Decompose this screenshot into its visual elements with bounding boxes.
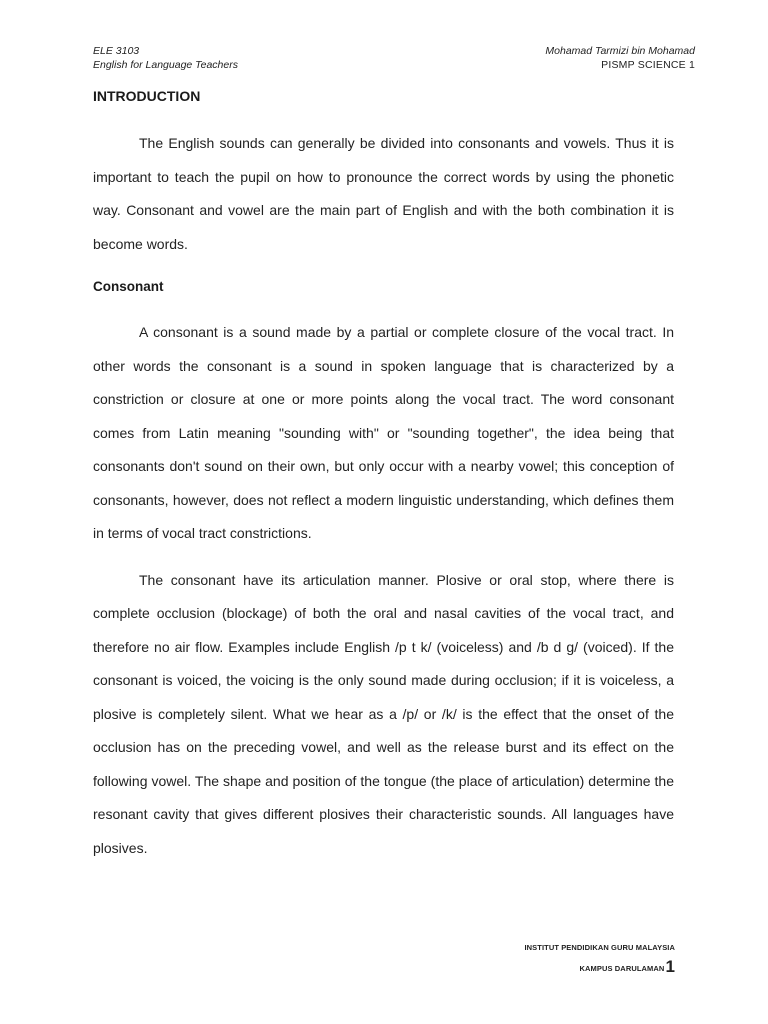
consonant-paragraph-1: A consonant is a sound made by a partial or complete closure of the vocal tract. In other words the consonant is a sound in spoken language that is characterized by a constriction or closure at one or more points along the vocal tract. The word consonant comes from Latin meaning "sounding with" or "sounding together", the idea being that consonants don't sound on their own, but only occur with a nearby vowel; this conception of consonants, however, does not reflect a modern linguistic understanding, which defines them in terms of vocal tract constrictions. (93, 324, 674, 541)
course-name: English for Language Teachers (93, 59, 238, 71)
document-body (93, 86, 674, 865)
footer-campus: KAMPUS DARULAMAN (579, 964, 665, 973)
header-right (545, 44, 695, 72)
header-left (93, 44, 238, 72)
course-code: ELE 3103 (93, 45, 140, 57)
footer-institution: INSTITUT PENDIDIKAN GURU MALAYSIA (524, 943, 675, 952)
author-name: Mohamad Tarmizi bin Mohamad (545, 45, 695, 57)
page-number: 1 (665, 957, 675, 976)
program-name: PISMP SCIENCE 1 (601, 59, 695, 71)
consonant-heading: Consonant (93, 279, 164, 294)
introduction-paragraph: The English sounds can generally be divided into consonants and vowels. Thus it is important to teach the pupil on how to pronounce the correct words by using the phonetic way. Consonant and vowel are the main part of English and with the both combination it is become words. (93, 135, 674, 252)
consonant-paragraph-2: The consonant have its articulation manner. Plosive or oral stop, where there is complete occlusion (blockage) of both the oral and nasal cavities of the vocal tract, and therefore no air flow. Examples include English /p t k/ (voiceless) and /b d g/ (voiced). If the consonant is voiced, the voicing is the only sound made during occlusion; if it is voiceless, a plosive is completely silent. What we hear as a /p/ or /k/ is the effect that the onset of the occlusion has on the preceding vowel, and well as the release burst and its effect on the following vowel. The shape and position of the tongue (the place of articulation) determine the resonant cavity that gives different plosives their characteristic sounds. All languages have plosives. (93, 571, 674, 856)
introduction-heading: INTRODUCTION (93, 88, 201, 104)
footer-campus-line (580, 958, 676, 975)
